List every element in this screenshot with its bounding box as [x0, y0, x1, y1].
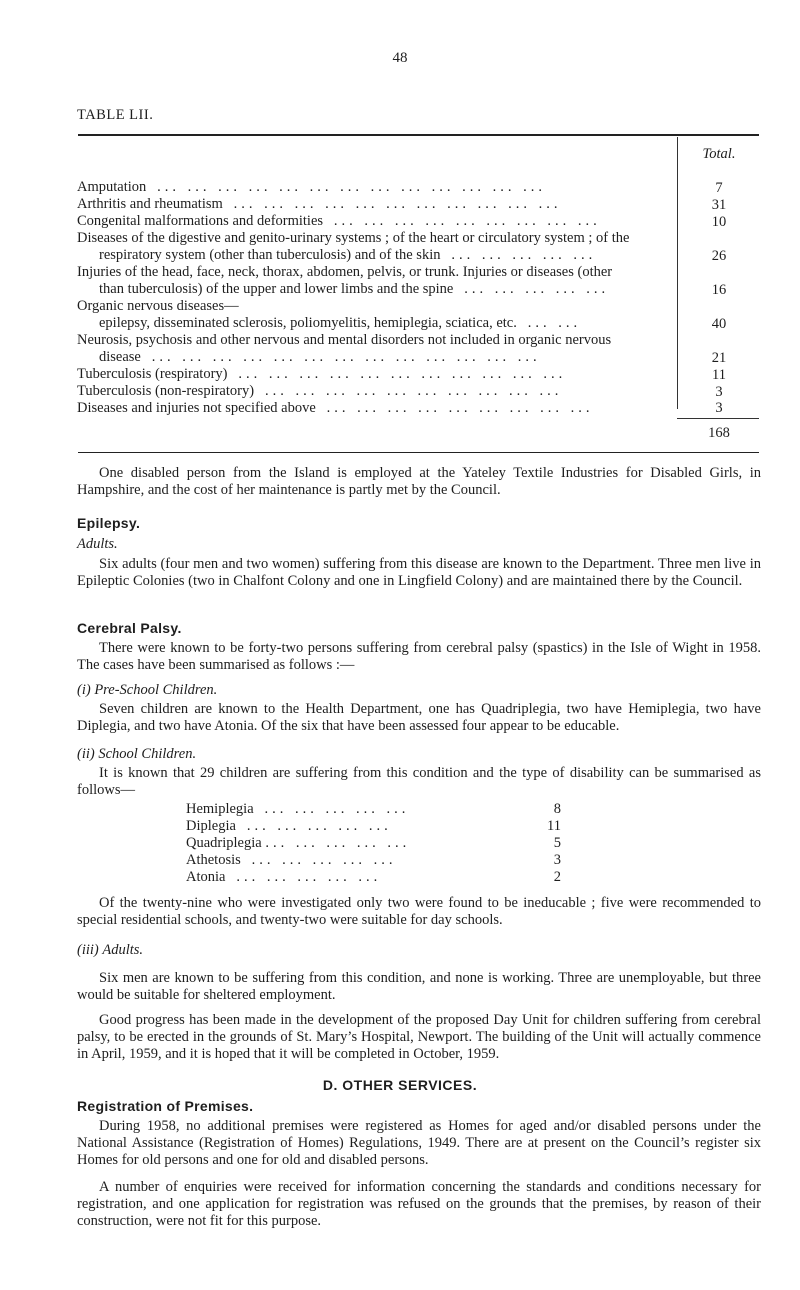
table-total-cell: 21	[711, 350, 727, 366]
table-total-cell: 7	[715, 180, 723, 196]
paragraph-cerebral-palsy: There were known to be forty-two persons suffering from cerebral palsy (spastics) in the Isle of Wight in 1958. The cases have been summarised as follows :—	[77, 640, 761, 673]
table-grand-total: 168	[708, 425, 730, 441]
table-total-cell: 26	[711, 248, 727, 264]
table-label: TABLE LII.	[77, 107, 154, 123]
list-item: Quadriplegia ... ... ... ... ... 5	[186, 835, 561, 851]
table-row-continuation: disease ... ... ... ... ... ... ... ... ... ... ... ... ...	[99, 349, 541, 365]
table-row: Amputation ... ... ... ... ... ... ... ... ... ... ... ... ...	[77, 179, 547, 195]
subheading-adults-cp: (iii) Adults.	[77, 942, 144, 958]
heading-epilepsy: Epilepsy.	[77, 515, 141, 531]
subheading-adults: Adults.	[77, 536, 118, 552]
list-item: Atonia ... ... ... ... ... 2	[186, 869, 561, 885]
paragraph-pre-school: Seven children are known to the Health Department, one has Quadriplegia, two have Hemiplegia, two have Diplegia, and two have Atonia. Of the six that have been assessed four appear to be educable.	[77, 701, 761, 734]
table-total-cell: 3	[715, 384, 723, 400]
paragraph-registration: During 1958, no additional premises were registered as Homes for aged and/or disabled persons under the National Assistance (Registration of Homes) Regulations, 1949. There are at present on the Council’s register six Homes for old persons and one for old and disabled persons.	[77, 1118, 761, 1168]
table-bottom-rule	[78, 452, 759, 453]
table-row-continuation: epilepsy, disseminated sclerosis, poliomyelitis, hemiplegia, sciatica, etc. ... ...	[99, 315, 582, 331]
list-item: Hemiplegia ... ... ... ... ... 8	[186, 801, 561, 817]
subheading-school-children: (ii) School Children.	[77, 746, 197, 762]
paragraph-yateley: One disabled person from the Island is employed at the Yateley Textile Industries for Disabled Girls, in Hampshire, and the cost of her maintenance is partly met by the Council.	[77, 465, 761, 498]
list-item: Diplegia ... ... ... ... ... 11	[186, 818, 561, 834]
table-total-cell: 11	[712, 367, 726, 383]
page-number: 48	[392, 50, 408, 66]
list-item: Athetosis ... ... ... ... ... 3	[186, 852, 561, 868]
paragraph-adults-cp: Six men are known to be suffering from this condition, and none is working. Three are unemployable, but three would be suitable for sheltered employment.	[77, 970, 761, 1003]
table-row: Neurosis, psychosis and other nervous and mental disorders not included in organic nervous	[77, 332, 612, 348]
paragraph-day-unit: Good progress has been made in the development of the proposed Day Unit for children suffering from cerebral palsy, to be erected in the grounds of St. Mary’s Hospital, Newport. The building of the Unit will actually commence in April, 1959, and it is hoped that it will be completed in October, 1959.	[77, 1012, 761, 1062]
table-row: Diseases and injuries not specified above ... ... ... ... ... ... ... ... ...	[77, 400, 594, 416]
table-total-cell: 3	[715, 400, 723, 416]
table-row: Organic nervous diseases—	[77, 298, 239, 314]
table-row-continuation: than tuberculosis) of the upper and lower limbs and the spine ... ... ... ... ...	[99, 281, 610, 297]
heading-registration: Registration of Premises.	[77, 1098, 254, 1114]
paragraph-enquiries: A number of enquiries were received for information concerning the standards and conditions necessary for registration, and one application for registration was refused on the grounds that the premises, by reason of their construction, were not fit for this purpose.	[77, 1179, 761, 1229]
subheading-pre-school: (i) Pre-School Children.	[77, 682, 218, 698]
table-row: Tuberculosis (non-respiratory) ... ... ... ... ... ... ... ... ... ...	[77, 383, 563, 399]
table-row: Congenital malformations and deformities ... ... ... ... ... ... ... ... ...	[77, 213, 601, 229]
heading-cerebral-palsy: Cerebral Palsy.	[77, 620, 182, 636]
table-total-cell: 31	[711, 197, 727, 213]
table-total-cell: 10	[711, 214, 727, 230]
paragraph-epilepsy: Six adults (four men and two women) suffering from this disease are known to the Department. Three men live in Epileptic Colonies (two in Chalfont Colony and one in Lingfield Colony) and are maintained there by the Council.	[77, 556, 761, 589]
heading-other-services: D. OTHER SERVICES.	[322, 1077, 478, 1093]
table-total-cell: 16	[711, 282, 727, 298]
paragraph-ineducable: Of the twenty-nine who were investigated only two were found to be ineducable ; five were recommended to special residential schools, and twenty-two were suitable for day schools.	[77, 895, 761, 928]
total-column-rule	[677, 137, 678, 409]
table-row-continuation: respiratory system (other than tuberculosis) and of the skin ... ... ... ... ...	[99, 247, 597, 263]
table-row: Diseases of the digestive and genito-urinary systems ; of the heart or circulatory system ; of the	[77, 230, 630, 246]
table-total-cell: 40	[711, 316, 727, 332]
total-sum-rule	[677, 418, 759, 419]
table-row: Injuries of the head, face, neck, thorax, abdomen, pelvis, or trunk. Injuries or diseases (other	[77, 264, 613, 280]
table-row: Arthritis and rheumatism ... ... ... ... ... ... ... ... ... ... ...	[77, 196, 562, 212]
table-row: Tuberculosis (respiratory) ... ... ... ... ... ... ... ... ... ... ...	[77, 366, 567, 382]
table-top-rule	[78, 134, 759, 136]
total-column-header: Total.	[702, 146, 736, 162]
paragraph-school-children: It is known that 29 children are suffering from this condition and the type of disability can be summarised as follows—	[77, 765, 761, 798]
